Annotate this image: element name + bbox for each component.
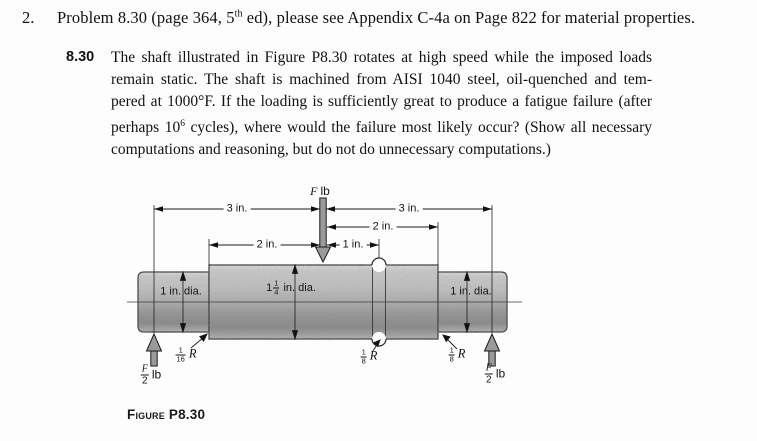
- reaction-label-left: $\frac{F}{2}$ lb: [141, 363, 162, 387]
- problem-line: computations and reasoning, but do not do unnecessary computations.): [111, 141, 551, 159]
- problem-line: remain static. The shaft is machined from AISI 1040 steel, oil-quenched and tem-: [111, 71, 652, 88]
- fraction: $\frac{1}{8}$: [361, 347, 366, 366]
- dim-2in-right: 2 in.: [370, 221, 397, 234]
- problem-line: perhaps $10^6$ cycles), where would the failure most likely occur? (Show all necessary: [111, 119, 653, 137]
- diameter-label-middle: 1 $\frac{1}{4}$ in. dia.: [266, 278, 316, 297]
- dim-2in-left: 2 in.: [254, 239, 281, 252]
- fraction: $\frac{F}{2}$: [141, 363, 148, 387]
- dim-3in-left: 3 in.: [224, 203, 251, 216]
- groove-radius: $\frac{1}{8}$ R: [361, 347, 378, 366]
- problem-line: The shaft illustrated in Figure P8.30 rotates at high speed while the imposed loads: [111, 49, 652, 66]
- diameter-label-left: 1 in. dia.: [160, 285, 202, 298]
- figure-caption: Figure P8.30: [127, 407, 206, 422]
- load-label: F lb: [310, 184, 330, 198]
- item-number: 2.: [22, 8, 35, 27]
- reaction-arrow-left: [147, 334, 162, 366]
- fraction: $\frac{1}{8}$: [449, 345, 454, 364]
- reaction-arrow-right: [485, 334, 500, 366]
- fillet-radius-right: $\frac{1}{8}$ R: [449, 345, 466, 364]
- header-text-before: Problem 8.30 (page 364, 5: [57, 8, 235, 27]
- problem-number: 8.30: [66, 49, 95, 65]
- fillet-radius-left: $\frac{1}{16}$ R: [176, 345, 197, 364]
- fraction: $\frac{1}{16}$: [176, 345, 185, 364]
- fraction: $\frac{1}{4}$: [274, 278, 279, 297]
- load-arrow: [316, 198, 331, 262]
- problem-statement: [111, 47, 652, 161]
- dim-3in-right: 3 in.: [396, 203, 423, 216]
- reaction-label-right: $\frac{F}{2}$ lb: [485, 362, 506, 386]
- shaft-drawing: [127, 185, 547, 441]
- dim-1in-groove: 1 in.: [340, 239, 367, 252]
- diameter-label-right: 1 in. dia.: [450, 285, 492, 298]
- figure-p8-30: [127, 185, 547, 441]
- header-text-after: ed), please see Appendix C-4a on Page 822 for material properties.: [242, 8, 696, 27]
- fraction: $\frac{F}{2}$: [485, 362, 492, 386]
- problem-line: pered at 1000°F. If the loading is sufficiently great to produce a fatigue failure (after: [111, 93, 652, 110]
- header-text: [57, 8, 695, 28]
- header-superscript: th: [234, 8, 243, 20]
- exponent: 6: [180, 119, 185, 129]
